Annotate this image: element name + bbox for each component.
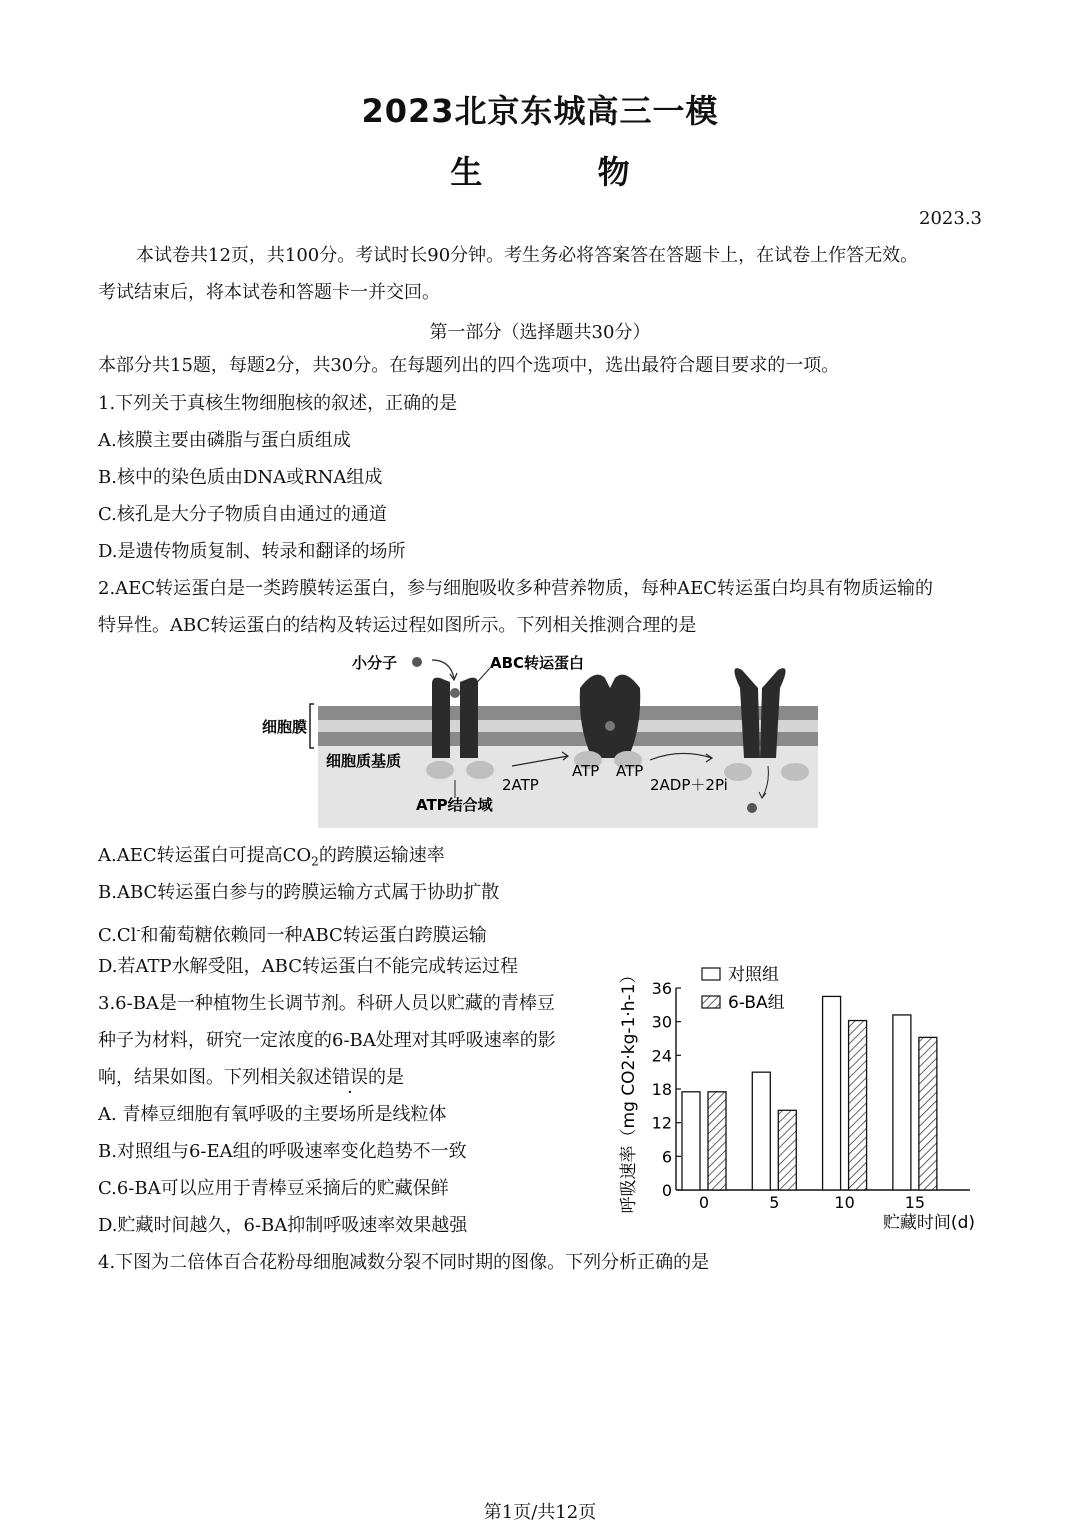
membrane-bracket [310,704,314,748]
y-tick-label: 30 [651,1012,672,1032]
transporter-state-2 [574,675,642,769]
q3-option-d: D.贮藏时间越久，6-BA抑制呼吸速率效果越强 [98,1215,468,1236]
q1-option-c: C.核孔是大分子物质自由通过的通道 [98,504,387,525]
q2-stem-line-1: 2.AEC转运蛋白是一类跨膜转运蛋白，参与细胞吸收多种营养物质，每种AEC转运蛋白均具有物质运输的 [98,578,933,599]
intro-line-1: 本试卷共12页，共100分。考试时长90分钟。考生务必将答案答在答题卡上，在试卷上作答无效。 [136,245,919,266]
bar-control [682,1092,700,1190]
bar-6ba [708,1092,726,1190]
label-small-molecule: 小分子 [352,654,398,672]
emphasis-word: 错误 [332,1067,368,1088]
y-tick-label: 24 [651,1046,672,1066]
label-atp-right: ATP [616,762,644,780]
q2-option-c: C.Cl-和葡萄糖依赖同一种ABC转运蛋白跨膜运输 [98,923,487,946]
q2-option-d: D.若ATP水解受阻，ABC转运蛋白不能完成转运过程 [98,956,518,977]
legend-label-6ba: 6-BA组 [728,993,785,1013]
y-tick-label: 12 [651,1113,672,1133]
x-tick-label: 15 [904,1193,926,1212]
legend-label-control: 对照组 [728,965,779,985]
bar-control [823,996,841,1190]
q2-option-a: A.AEC转运蛋白可提高$CO_2$的跨膜运输速率 [98,845,445,869]
x-axis-label: 贮藏时间(d) [882,1213,975,1233]
y-tick-label: 6 [661,1147,672,1167]
small-molecule-icon [412,657,422,667]
page-number: 第1页/共12页 [483,1502,597,1523]
label-adp: 2ADP＋2Pi [650,776,728,794]
y-tick-label: 18 [651,1080,672,1099]
bar-control [893,1015,911,1190]
q3-option-a: A. 青棒豆细胞有氧呼吸的主要场所是线粒体 [98,1104,447,1125]
q4-stem: 4.下图为二倍体百合花粉母细胞减数分裂不同时期的图像。下列分析正确的是 [98,1252,710,1273]
abc-transporter-diagram [250,648,822,832]
exam-date: 2023.3 [919,208,982,229]
legend-swatch-6ba [702,996,720,1008]
bar-6ba [849,1021,867,1190]
label-atp-domain: ATP结合域 [416,796,493,814]
bar-6ba [919,1037,937,1190]
label-abc-protein: ABC转运蛋白 [490,654,585,672]
label-membrane: 细胞膜 [262,718,308,736]
legend-swatch-control [702,968,720,980]
x-tick-label: 0 [698,1193,710,1212]
q1-option-b: B.核中的染色质由DNA或RNA组成 [98,467,383,488]
released-molecule-icon [747,803,757,813]
y-tick-label: 36 [651,979,672,998]
respiration-rate-chart [610,960,990,1240]
intro-line-2: 考试结束后，将本试卷和答题卡一并交回。 [98,282,440,303]
q2-option-b: B.ABC转运蛋白参与的跨膜运输方式属于协助扩散 [98,882,500,903]
q1-stem: 1.下列关于真核生物细胞核的叙述，正确的是 [98,393,458,414]
q3-stem-line-3: 响，结果如图。下列相关叙述错误的是 [98,1067,404,1088]
y-axis-label: 呼吸速率（mg CO2·kg-1·h-1） [619,966,639,1214]
q3-stem-line-1: 3.6-BA是一种植物生长调节剂。科研人员以贮藏的青棒豆 [98,993,555,1014]
q1-option-a: A.核膜主要由磷脂与蛋白质组成 [98,430,351,451]
part-title: 第一部分（选择题共30分） [429,322,651,343]
page-title: 2023北京东城高三一模 [361,92,719,130]
y-tick-label: 0 [661,1181,672,1200]
bar-6ba [778,1110,796,1190]
q1-option-d: D.是遗传物质复制、转录和翻译的场所 [98,541,406,562]
label-atp-left: ATP [572,762,600,780]
label-two-atp: 2ATP [502,776,539,794]
q2-stem-line-2: 特异性。ABC转运蛋白的结构及转运过程如图所示。下列相关推测合理的是 [98,615,697,636]
small-molecule-bound [450,688,460,698]
subject-title: 生 物 [450,153,682,191]
part-description: 本部分共15题，每题2分，共30分。在每题列出的四个选项中，选出最符合题目要求的一项。 [98,355,840,376]
label-cytoplasm: 细胞质基质 [326,752,402,770]
x-tick-label: 5 [769,1193,780,1212]
x-tick-label: 10 [834,1193,855,1212]
bar-control [752,1072,770,1190]
q3-option-c: C.6-BA可以应用于青棒豆采摘后的贮藏保鲜 [98,1178,449,1199]
q3-option-b: B.对照组与6-EA组的呼吸速率变化趋势不一致 [98,1141,467,1162]
q3-stem-line-2: 种子为材料，研究一定浓度的6-BA处理对其呼吸速率的影 [98,1030,556,1051]
